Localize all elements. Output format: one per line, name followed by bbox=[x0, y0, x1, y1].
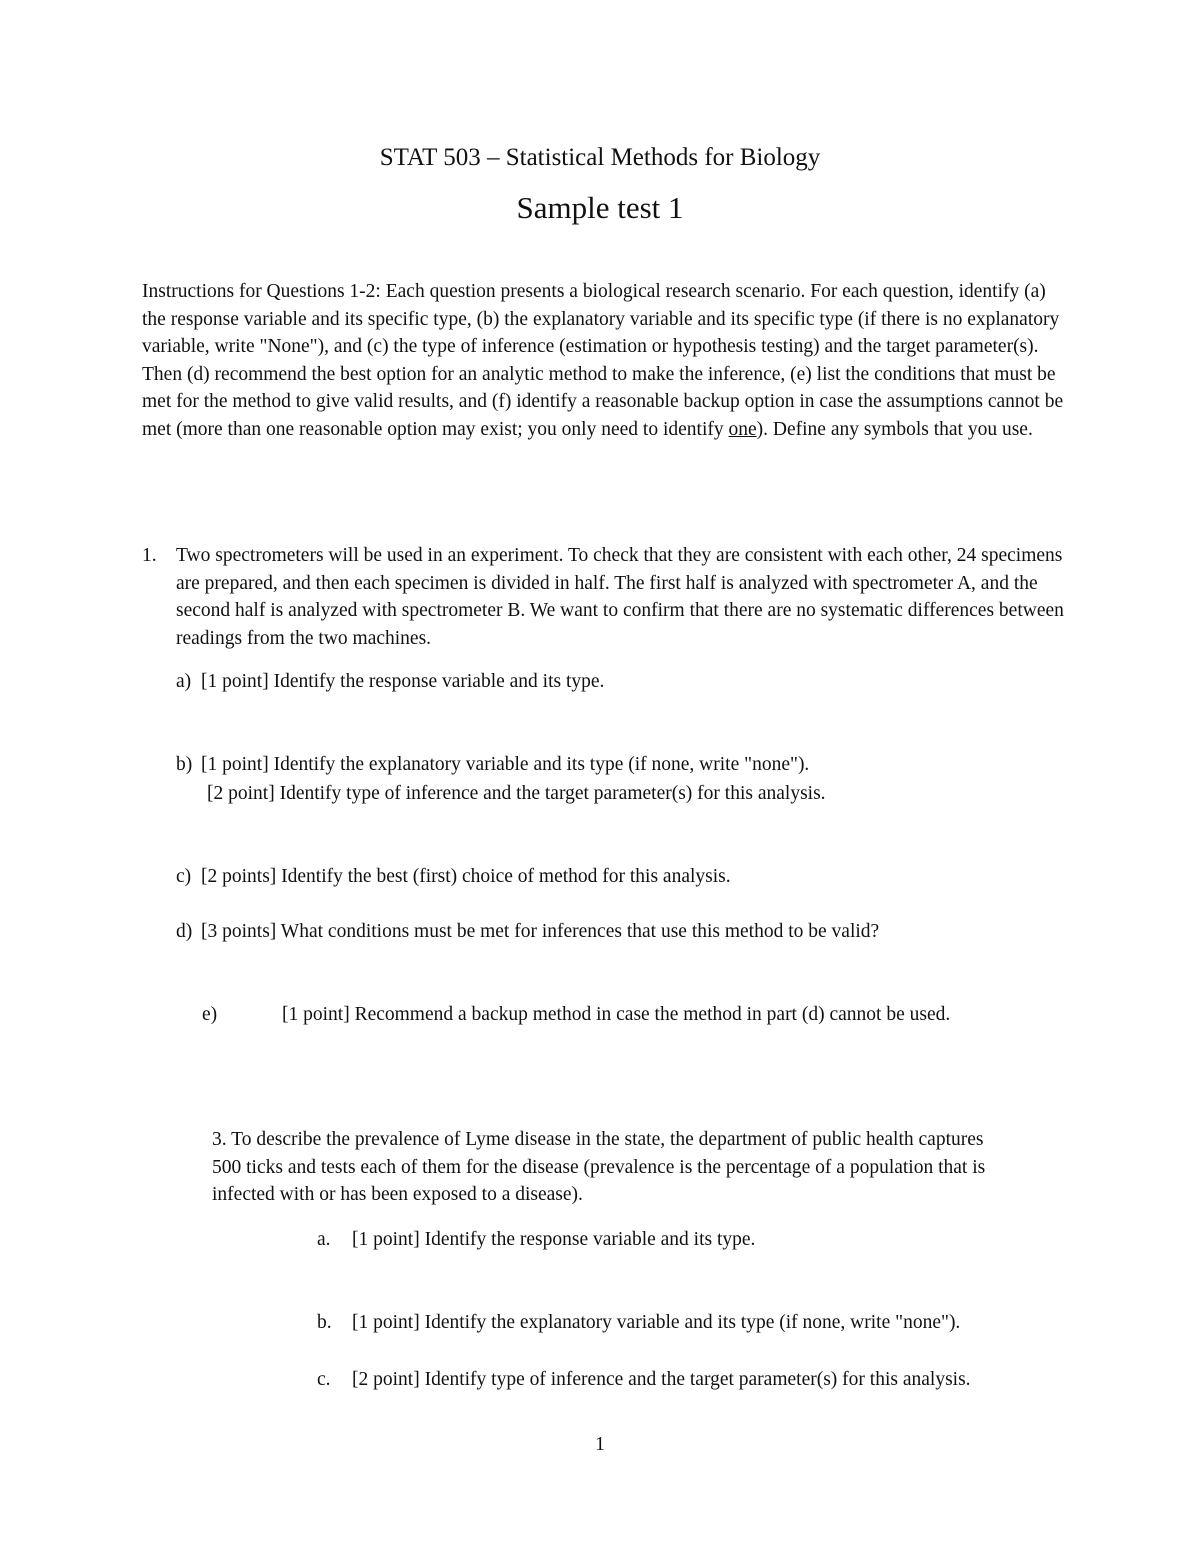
test-title: Sample test 1 bbox=[516, 190, 684, 225]
q1-part-d-text: [3 points] What conditions must be met for inferences that use this method to be valid? bbox=[201, 921, 880, 942]
instructions-text-end: ). Define any symbols that you use. bbox=[756, 418, 1033, 440]
q1-part-b-text: [1 point] Identify the explanatory variable and its type (if none, write "none"). bbox=[201, 754, 810, 775]
q1-part-e-label: e) bbox=[202, 1004, 218, 1025]
q3-part-a-label: a. bbox=[317, 1229, 331, 1250]
q1-part-b-text-2: [2 point] Identify type of inference and the target parameter(s) for this analysis. bbox=[207, 783, 826, 804]
q1-part-a-label: a) bbox=[176, 671, 192, 692]
question-3-text: 3. To describe the prevalence of Lyme disease in the state, the department of public health captures 500 ticks and tests each of them for the disease (prevalence is the percentage of a population that is infected with or has been exposed to a disease). bbox=[212, 1129, 986, 1205]
q3-part-c-label: c. bbox=[317, 1369, 331, 1390]
q1-part-d-label: d) bbox=[176, 921, 193, 942]
page-number: 1 bbox=[595, 1434, 605, 1455]
q3-part-b-label: b. bbox=[317, 1312, 332, 1333]
q1-part-b-label: b) bbox=[176, 754, 193, 775]
q1-part-a-text: [1 point] Identify the response variable and its type. bbox=[201, 671, 605, 692]
q1-part-c-label: c) bbox=[176, 866, 192, 887]
question-1-text: Two spectrometers will be used in an experiment. To check that they are consistent with each other, 24 specimens are prepared, and then each specimen is divided in half. The first half is analyzed with spectrometer A, and the second half is analyzed with spectrometer B. We want to confirm that there are no systematic differences between readings from the two machines. bbox=[176, 545, 1064, 649]
q3-part-a-text: [1 point] Identify the response variable and its type. bbox=[352, 1229, 756, 1250]
instructions-paragraph bbox=[142, 278, 1072, 443]
instructions-text: Instructions for Questions 1-2: Each question presents a biological research scenario. For each question, identify (a) the response variable and its specific type, (b) the explanatory variable and its specific type (if there is no explanatory variable, write "None"), and (c) the type of inference (estimation or hypothesis testing) and the target parameter(s). Then (d) recommend the best option for an analytic method to make the inference, (e) list the conditions that must be met for the method to give valid results, and (f) identify a reasonable backup option in case the assumptions cannot be met (more than one reasonable option may exist; you only need to identify bbox=[142, 281, 1064, 440]
q1-part-e-text: [1 point] Recommend a backup method in case the method in part (d) cannot be used. bbox=[282, 1004, 951, 1025]
course-title: STAT 503 – Statistical Methods for Biology bbox=[379, 144, 821, 171]
question-1-number: 1. bbox=[142, 545, 157, 566]
q3-part-c-text: [2 point] Identify type of inference and the target parameter(s) for this analysis. bbox=[352, 1369, 971, 1390]
q1-part-c-text: [2 points] Identify the best (first) choice of method for this analysis. bbox=[201, 866, 731, 887]
q3-part-b-text: [1 point] Identify the explanatory variable and its type (if none, write "none"). bbox=[352, 1312, 961, 1333]
instructions-underlined-word: one bbox=[728, 418, 757, 440]
